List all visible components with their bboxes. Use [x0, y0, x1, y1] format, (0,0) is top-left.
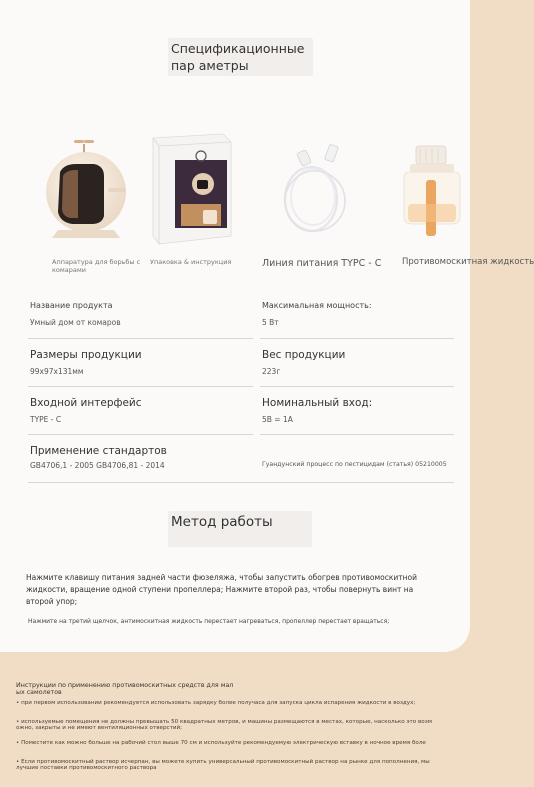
footer-heading: Инструкции по применению противомоскитных средств для мал: [16, 682, 234, 689]
spec-divider: [28, 482, 454, 483]
method-section-title: Метод работы: [171, 514, 273, 530]
input-interface-value: TYPE - C: [30, 415, 62, 424]
mosquito-device-image: [38, 130, 138, 245]
package-image: [145, 132, 235, 247]
weight-label: Вес продукции: [262, 349, 346, 361]
rated-input-label: Номинальный вход:: [262, 397, 373, 409]
max-power-label: Максимальная мощность:: [262, 301, 372, 310]
product-caption-package: Упаковка & инструкция: [150, 258, 232, 266]
footer-item: лучшие поставки противомоскитного раствора: [16, 765, 157, 771]
footer-item: • при первом использовании рекомендуется использовать зарядку более получаса для запуска цикла испарения жидкости в воздух;: [16, 700, 416, 706]
max-power-value: 5 Вт: [262, 318, 279, 327]
footer-heading-cont: ых самолетов: [16, 689, 62, 696]
spec-divider: [260, 434, 454, 435]
input-interface-label: Входной интерфейс: [30, 397, 142, 409]
method-third-press: Нажмите на третий щелчок, антимоскитная жидкость перестает нагреваться, пропеллер перестает вращаться;: [28, 618, 390, 625]
rated-input-value: 5B = 1A: [262, 415, 293, 424]
product-caption-cable: Линия питания TYPC - C: [262, 258, 382, 269]
package-box-icon: [145, 132, 235, 247]
spec-divider: [28, 386, 253, 387]
usb-cable-icon: [275, 143, 355, 238]
usb-cable-image: [275, 143, 355, 238]
product-name-value: Умный дом от комаров: [30, 318, 121, 327]
product-caption-device: Аппаратура для борьбы с комарами: [52, 258, 141, 274]
dimensions-value: 99x97x131мм: [30, 367, 84, 376]
footer-item: ожно, закрыты и не имеют вентиляционных отверстий;: [16, 725, 183, 731]
standards-label: Применение стандартов: [30, 445, 167, 457]
spec-divider: [260, 386, 454, 387]
standards-process: Гуандунский процесс по пестицидам (статья) 05210005: [262, 461, 447, 468]
standards-value: GB4706,1 - 2005 GB4706,81 - 2014: [30, 461, 165, 470]
dimensions-label: Размеры продукции: [30, 349, 142, 361]
method-paragraph-line: Нажмите клавишу питания задней части фюзеляжа, чтобы запустить обогрев противомоскитной: [26, 573, 418, 582]
product-caption-liquid: Противомоскитная жидкость: [402, 257, 534, 267]
spec-section-title: Спецификационные пар аметры: [171, 41, 305, 73]
product-name-label: Название продукта: [30, 301, 113, 310]
liquid-bottle-image: [396, 144, 470, 244]
liquid-bottle-icon: [396, 144, 470, 244]
method-paragraph-line: жидкости, вращение одной ступени пропеллера; Нажмите второй раз, чтобы повернуть винт на: [26, 585, 414, 594]
footer-item: • Поместите как можно больше на рабочий стол выше 70 см и используйте рекомендуемую электрическую вставку в ночное время боле: [16, 740, 426, 746]
footer-item: • Если противомоскитный раствор исчерпан, вы можете купить универсальный противомоскитный раствор на рынке для пополнения, мы: [16, 759, 430, 765]
spec-divider: [28, 338, 253, 339]
spec-divider: [260, 338, 454, 339]
method-paragraph-line: второй упор;: [26, 597, 78, 606]
weight-value: 223г: [262, 367, 281, 376]
footer-item: • используемые помещения не должны превышать 50 квадратных метров, и машины размещаются в местах, которые, насколько это возм: [16, 719, 432, 725]
spec-divider: [28, 434, 253, 435]
mosquito-device-icon: [38, 130, 138, 245]
